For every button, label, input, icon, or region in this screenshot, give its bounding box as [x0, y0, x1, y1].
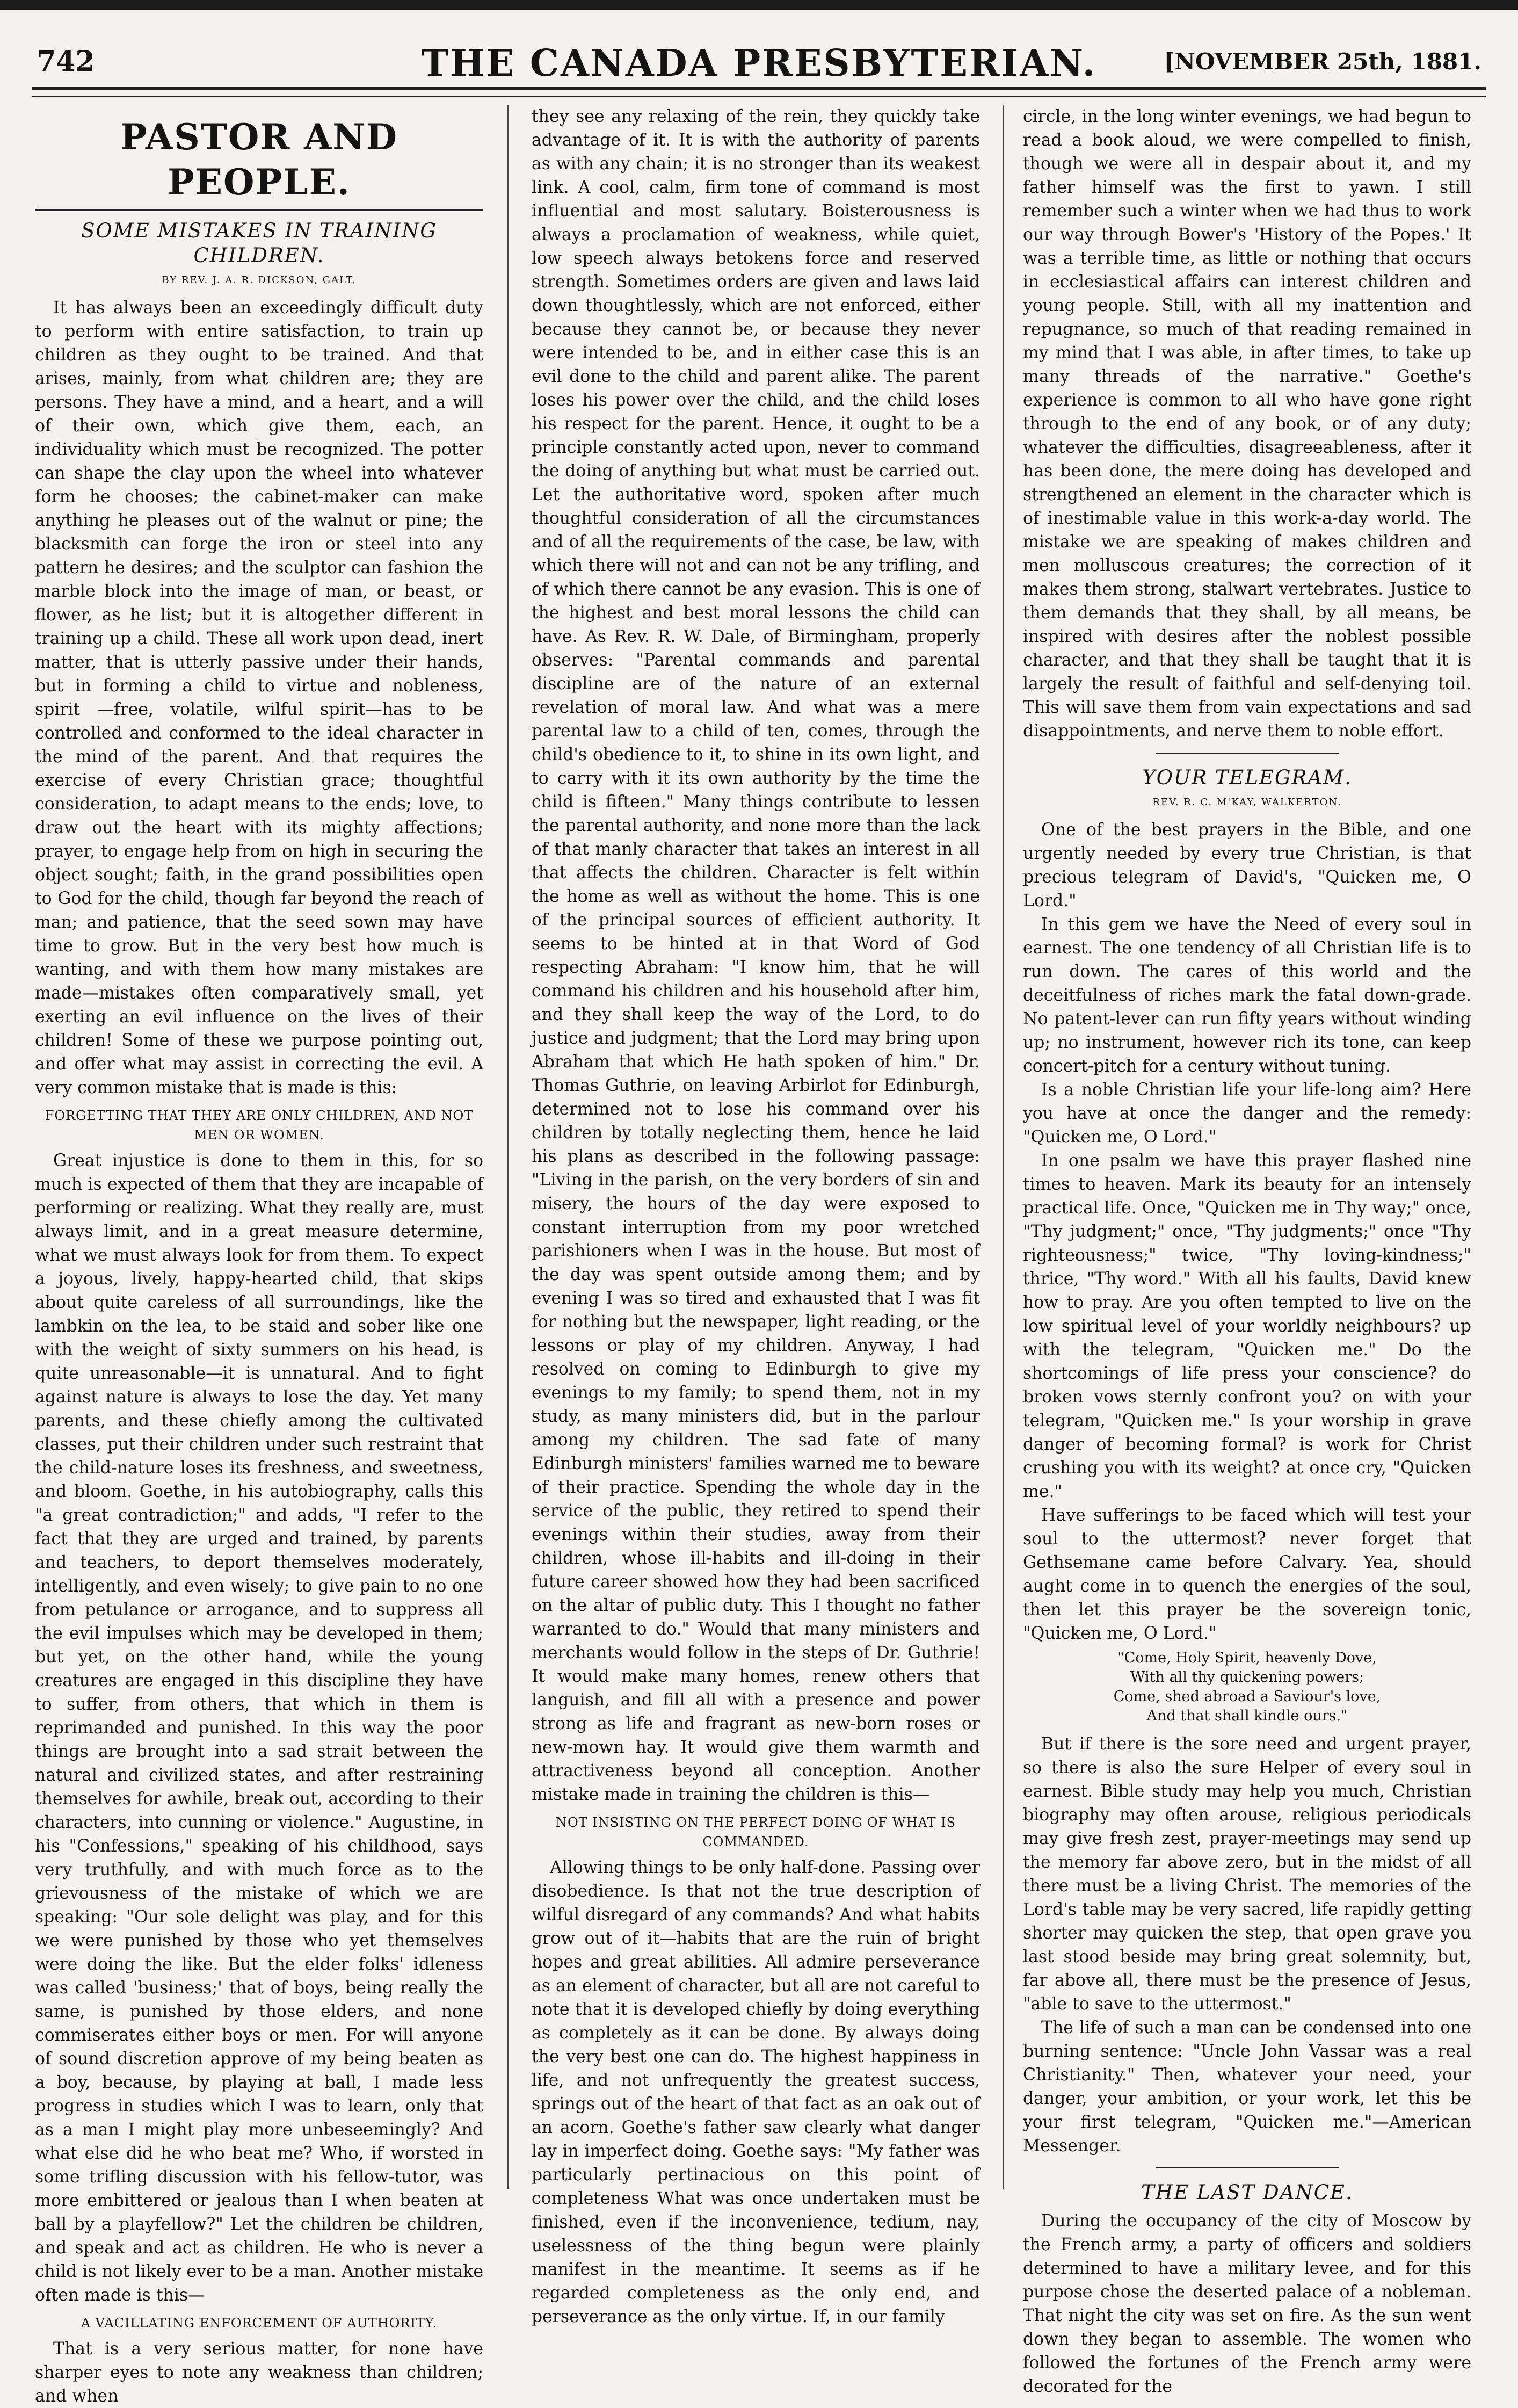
paragraph: In this gem we have the Need of every soul in earnest. The one tendency of all Christian life is to run down. The cares of this world and the deceitfulness of riches mark the fatal down-grade. No patent-lever can run fifty years without winding up; no instrument, however rich its tone, can keep concert-pitch for a century without tuning.	[1023, 915, 1471, 1076]
paragraph: they see any relaxing of the rein, they quickly take advantage of it. It is with the authority of parents as with any chain; it is no stronger than its weakest link. A cool, calm, firm tone of command is most influential and most salutary. Boisterousness is always a proclamation of weakness, while quiet, low speech always betokens force and reserved strength. Sometimes orders are given and laws laid down thoughtlessly, which are not enforced, either because they cannot be, or because they never were intended to be, and in either case this is an evil done to the child and parent alike. The parent loses his power over the child, and the child loses his respect for the parent. Hence, it ought to be a principle constantly acted upon, never to command the doing of anything but what must be carried out. Let the authoritative word, spoken after much thoughtful consideration of all the circumstances and of all the requirements of the case, be law, with which there will not and can not be any trifling, and of which there cannot be any evasion. This is one of the highest and best moral lessons the child can have. As Rev. R. W. Dale, of Birmingham, properly observes: "Parental commands and parental discipline are of the nature of an external revelation of moral law. And what was a mere parental law to a child of ten, comes, through the child's obedience to it, to shine in its own light, and to carry with it its own authority by the time the child is fifteen." Many things contribute to lessen the parental authority, and none more than the lack of that manly character that takes an interest in all that affects the children. Character is felt within the home as well as without the home. This is one of the principal sources of efficient authority. It seems to be hinted at in that Word of God respecting Abraham: "I know him, that he will command his children and his household after him, and they shall keep the way of the Lord, to do justice and judgment; that the Lord may bring upon Abraham that which He hath spoken of him." Dr. Thomas Guthrie, on leaving Arbirlot for Edinburgh, determined not to lose his command over his children by totally neglecting them, hence he laid his plans as described in the following passage: "Living in the parish, on the very borders of sin and misery, the hours of the day were exposed to constant interruption from my poor wretched parishioners when I was in the house. But most of the day was spent outside among them; and by evening I was so tired and exhausted that I was fit for nothing but the newspaper, light reading, or the lessons or play of my children. Anyway, I had resolved on coming to Edinburgh to give my evenings to my family; to spend them, not in my study, as many ministers did, but in the parlour among my children. The sad fate of many Edinburgh ministers' families warned me to beware of their practice. Spending the whole day in the service of the public, they retired to spend their evenings within their studies, away from their children, whose ill-habits and ill-doing in their future career showed how they had been sacrificed on the altar of public duty. This I thought no father warranted to do." Would that many ministers and merchants would follow in the steps of Dr. Guthrie! It would make many homes, renew others that languish, and fill all with a presence and power strong as life and fragrant as new-born roses or new-mown hay. It would give them warmth and attractiveness beyond all conception. Another mistake made in training the children is this—	[532, 107, 980, 1804]
paragraph: The life of such a man can be condensed into one burning sentence: "Uncle John Vassar was a real Christianity." Then, whatever your need, your danger, your ambition, or your work, let this be your first telegram, "Quicken me."—American Messenger.	[1023, 2018, 1471, 2156]
column-divider	[507, 105, 509, 2189]
column-3	[1023, 105, 1471, 2396]
article-separator	[1156, 753, 1339, 754]
header-rule	[32, 87, 1486, 90]
article-separator	[1156, 2167, 1339, 2168]
poem-line: Come, shed abroad a Saviour's love,	[1113, 1688, 1381, 1705]
paragraph: Have sufferings to be faced which will test your soul to the uttermost? never forget that Gethsemane came before Calvary. Yea, should aught come in to quench the energies of the soul, then let this prayer be the sovereign tonic, "Quicken me, O Lord."	[1023, 1506, 1471, 1643]
poem-verse	[1023, 1648, 1471, 1726]
column-divider	[1003, 105, 1004, 2189]
article-title: THE LAST DANCE.	[1141, 2181, 1353, 2204]
paragraph: That is a very serious matter, for none have sharper eyes to note any weakness than children; and when	[35, 2339, 483, 2406]
paragraph: During the occupancy of the city of Moscow by the French army, a party of officers and soldiers determined to have a military levee, and for this purpose chose the deserted palace of a nobleman. That night the city was set on fire. As the sun went down they began to assemble. The women who followed the fortunes of the French army were decorated for the	[1023, 2211, 1471, 2396]
poem-line: And that shall kindle ours."	[1146, 1708, 1348, 1724]
poem-line: "Come, Holy Spirit, heavenly Dove,	[1117, 1650, 1377, 1666]
newspaper-masthead: THE CANADA PRESBYTERIAN.	[421, 42, 1097, 85]
paragraph: It has always been an exceedingly difficult duty to perform with entire satisfaction, to train up children as they ought to be trained. And that arises, mainly, from what children are; they are persons. They have a mind, and a heart, and a will of their own, which give them, each, an individuality which must be recognized. The potter can shape the clay upon the wheel into whatever form he chooses; the cabinet-maker can make anything he pleases out of the walnut or pine; the blacksmith can forge the iron or steel into any pattern he desires; and the sculptor can fashion the marble block into the image of man, or beast, or flower, as he list; but it is altogether different in training up a child. These all work upon dead, inert matter, that is utterly passive under their hands, but in forming a child to virtue and nobleness, spirit —free, volatile, wilful spirit—has to be controlled and conformed to the ideal character in the mind of the parent. And that requires the exercise of every Christian grace; thoughtful consideration, to adapt means to the ends; love, to draw out the heart with its mighty affections; prayer, to engage help from on high in securing the object sought; faith, in the grand possibilities open to God for the child, though far beyond the reach of man; and patience, that the seed sown may have time to grow. But in the very best how much is wanting, and with them how many mistakes are made—mistakes often comparatively small, yet exerting an evil influence on the lives of their children! Some of these we purpose pointing out, and offer what may assist in correcting the evil. A very common mistake that is made is this:	[35, 298, 483, 1097]
paragraph: But if there is the sore need and urgent prayer, so there is also the sure Helper of every soul in earnest. Bible study may help you much, Christian biography may often arouse, religious periodicals may give fresh zest, prayer-meetings may send up the memory far above zero, but in the midst of all there must be a living Christ. The memories of the Lord's table may be very sacred, life rapidly getting shorter may quicken the step, that open grave you last stood beside may bring great solemnity, but, far above all, there must be the presence of Jesus, "able to save to the uttermost."	[1023, 1734, 1471, 2014]
paragraph: Is a noble Christian life your life-long aim? Here you have at once the danger and the remedy: "Quicken me, O Lord."	[1023, 1080, 1471, 1147]
paragraph: circle, in the long winter evenings, we had begun to read a book aloud, we were compelled to finish, though we were all in despair about it, and my father himself was the first to yawn. I still remember such a winter when we had thus to work our way through Bower's 'History of the Popes.' It was a terrible time, as little or nothing that occurs in ecclesiastical affairs can interest children and young people. Still, with all my inattention and repugnance, so much of that reading remained in my mind that I was able, in after times, to take up many threads of the narrative." Goethe's experience is common to all who have gone right through to the end of any book, or of any duty; whatever the difficulties, disagreeableness, after it has been done, the mere doing has developed and strengthened an element in the character which is of inestimable value in this work-a-day world. The mistake we are speaking of makes children and men molluscous creatures; the correction of it makes them strong, stalwart vertebrates. Justice to them demands that they shall, by all means, be inspired with desires after the noblest possible character, and that they shall be taught that it is largely the result of faithful and self-denying toil. This will save them from vain expectations and sad disappointments, and nerve them to noble effort.	[1023, 107, 1471, 741]
header-rule-thin	[32, 96, 1486, 97]
article-byline: BY REV. J. A. R. DICKSON, GALT.	[162, 274, 357, 286]
page-header	[32, 38, 1486, 86]
poem-line: With all thy quickening powers;	[1130, 1669, 1364, 1686]
paragraph: Allowing things to be only half-done. Passing over disobedience. Is that not the true description of wilful disregard of any commands? And what habits grow out of it—habits that are the ruin of bright hopes and great abilities. All admire perseverance as an element of character, but all are not careful to note that it is developed chiefly by doing everything as completely as it can be done. By always doing the very best one can do. The highest happiness in life, and not unfrequently the greatest success, springs out of the heart of that fact as an oak out of an acorn. Goethe's father saw clearly what danger lay in imperfect doing. Goethe says: "My father was particularly pertinacious on this point of completeness What was once undertaken must be finished, even if the inconvenience, tedium, nay, uselessness of the thing begun were plainly manifest in the meantime. It seems as if he regarded completeness as the only end, and perseverance as the only virtue. If, in our family	[532, 1858, 980, 2326]
section-title: PASTOR AND PEOPLE.	[120, 116, 398, 203]
article-title: YOUR TELEGRAM.	[1142, 766, 1352, 789]
paragraph: In one psalm we have this prayer flashed nine times to heaven. Mark its beauty for an intensely practical life. Once, "Quicken me in Thy way;" once, "Thy judgment;" once, "Thy judgments;" once "Thy righteousness;" twice, "Thy loving-kindness;" thrice, "Thy word." With all his faults, David knew how to pray. Are you often tempted to live on the low spiritual level of your worldly neighbours? up with the telegram, "Quicken me." Do the shortcomings of life press your conscience? do broken vows sternly confront you? on with your telegram, "Quicken me." Is your worship in grave danger of becoming formal? is work for Christ crushing you with its weight? at once cry, "Quicken me."	[1023, 1151, 1471, 1501]
paragraph: One of the best prayers in the Bible, and one urgently needed by every true Christian, is that precious telegram of David's, "Quicken me, O Lord."	[1023, 820, 1471, 910]
issue-date: [NOVEMBER 25th, 1881.	[1164, 48, 1481, 75]
subheading: A VACILLATING ENFORCEMENT OF AUTHORITY.	[81, 2316, 438, 2331]
top-border	[0, 0, 1518, 10]
column-1	[35, 105, 483, 2406]
subheading: NOT INSISTING ON THE PERFECT DOING OF WHAT IS COMMANDED.	[555, 1815, 956, 1849]
article-title: SOME MISTAKES IN TRAINING CHILDREN.	[81, 219, 437, 267]
subheading: FORGETTING THAT THEY ARE ONLY CHILDREN, AND NOT MEN OR WOMEN.	[45, 1108, 474, 1142]
page-number: 742	[37, 45, 95, 78]
column-2	[532, 105, 980, 2326]
article-byline: REV. R. C. M'KAY, WALKERTON.	[1152, 797, 1342, 808]
section-rule	[35, 209, 483, 211]
paragraph: Great injustice is done to them in this, for so much is expected of them that they are incapable of performing or realizing. What they really are, must always limit, and in a great measure determine, what we must always look for from them. To expect a joyous, lively, happy-hearted child, that skips about quite careless of all surroundings, like the lambkin on the lea, to be staid and sober like one with the weight of sixty summers on his head, is quite unreasonable—it is unnatural. And to fight against nature is always to lose the day. Yet many parents, and these chiefly among the cultivated classes, put their children under such restraint that the child-nature loses its freshness, and sweetness, and bloom. Goethe, in his autobiography, calls this "a great contradiction;" and adds, "I refer to the fact that they are urged and trained, by parents and teachers, to deport themselves moderately, intelligently, and even wisely; to give pain to no one from petulance or arrogance, and to suppress all the evil impulses which may be developed in them; but yet, on the other hand, while the young creatures are engaged in this discipline they have to suffer, from others, that which in them is reprimanded and punished. In this way the poor things are brought into a sad strait between the natural and civilized states, and after restraining themselves for awhile, break out, according to their characters, into cunning or violence." Augustine, in his "Confessions," speaking of his childhood, says very truthfully, and with much force as to the grievousness of the mistake of which we are speaking: "Our sole delight was play, and for this we were punished by those who yet themselves were doing the like. But the elder folks' idleness was called 'business;' that of boys, being really the same, is punished by those elders, and none commiserates either boys or men. For will anyone of sound discretion approve of my being beaten as a boy, because, by playing at ball, I made less progress in studies which I was to learn, only that as a man I might play more unbeseemingly? And what else did he who beat me? Who, if worsted in some trifling discussion with his fellow-tutor, was more embittered or jealous than I when beaten at ball by a playfellow?" Let the children be children, and speak and act as children. He who is never a child is not likely ever to be a man. Another mistake often made is this—	[35, 1151, 483, 2305]
